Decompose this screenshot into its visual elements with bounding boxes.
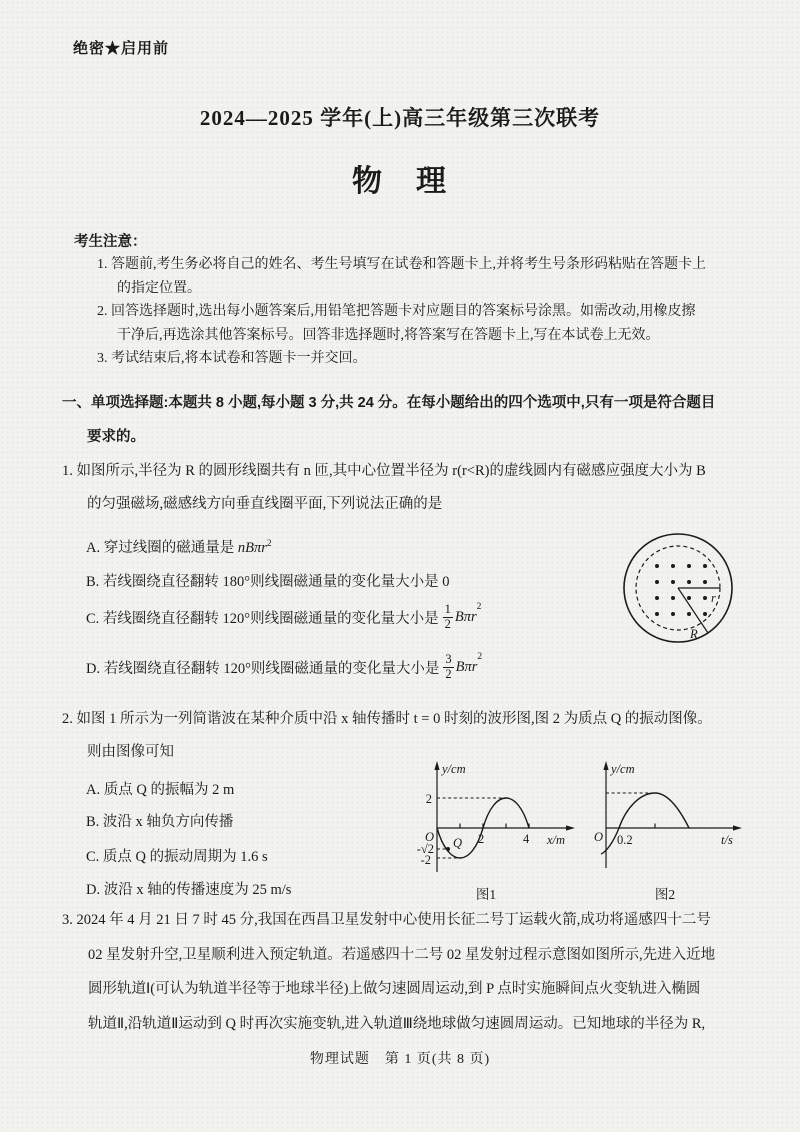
q2-option-b: B. 波沿 x 轴负方向传播 (86, 814, 234, 830)
question-1-line: 1. 如图所示,半径为 R 的圆形线圈共有 n 匝,其中心位置半径为 r(r<R)的虚线圆内有磁感应强度大小为 B (62, 463, 706, 479)
section-heading-line: 要求的。 (87, 429, 145, 445)
notice-line: 干净后,再选涂其他答案标号。回答非选择题时,将答案写在答题卡上,写在本试卷上无效。 (117, 327, 660, 343)
t-tick-02: 0.2 (617, 833, 633, 847)
formula-exponent: 2 (477, 652, 483, 662)
y-axis-arrow (603, 761, 608, 770)
formula-base: Bπr (454, 608, 477, 625)
radius-R-label: R (690, 627, 698, 641)
y-tick-neg-sqrt2: -√2 (416, 842, 434, 856)
section-heading-line: 一、单项选择题:本题共 8 小题,每小题 3 分,共 24 分。在每小题给出的四个选项中,只有一项是符合题目 (62, 395, 716, 411)
question-3-line: 轨道Ⅱ,沿轨道Ⅱ运动到 Q 时再次实施变轨,进入轨道Ⅲ绕地球做匀速圆周运动。已知地球的半径为 R, (88, 1015, 706, 1032)
y-axis-label: y/cm (442, 762, 466, 776)
fraction (443, 603, 453, 631)
y-tick-neg2: -2 (420, 853, 431, 867)
exam-title: 2024—2025 学年(上)高三年级第三次联考 (199, 106, 601, 130)
fraction-numerator: 3 (445, 652, 452, 666)
subject-title: 物 理 (352, 165, 448, 198)
q1-option-b (86, 570, 449, 591)
origin-label: O (425, 830, 435, 844)
question-1-stem (62, 455, 706, 521)
fraction-numerator: 1 (444, 602, 451, 616)
notice-line: 2. 回答选择题时,选出每小题答案后,用铅笔把答题卡对应题目的答案标号涂黑。如需改动,用橡皮擦 (97, 304, 696, 319)
q1-coil-figure (620, 522, 752, 658)
notice-list (97, 253, 706, 371)
q1-option-d (86, 649, 482, 685)
figure-2-caption: 图2 (654, 887, 676, 902)
vibration-curve (601, 793, 689, 854)
fraction-denominator: 2 (445, 666, 452, 681)
notice-line: 1. 答题前,考生务必将自己的姓名、考生号填写在试卷和答题卡上,并将考生号条形码粘贴在答题卡上 (97, 257, 706, 272)
question-3-stem (62, 903, 715, 1041)
page-footer: 物理试题 第 1 页(共 8 页) (309, 1052, 491, 1067)
x-tick-4: 4 (523, 832, 530, 846)
formula-base: Bπr (455, 658, 478, 675)
notice-line: 的指定位置。 (117, 280, 201, 296)
question-2-line: 则由图像可知 (87, 744, 174, 760)
x-tick-2: 2 (478, 832, 485, 846)
formula-base: nBπr (237, 540, 267, 556)
formula-exponent: 2 (266, 539, 272, 550)
point-q-label: Q (453, 836, 463, 850)
t-axis-label: t/s (721, 833, 733, 847)
option-text: C. 若线圈绕直径翻转 120°则线圈磁通量的变化量大小是 (86, 610, 439, 627)
fraction (443, 653, 453, 681)
notice-heading: 考生注意： (74, 234, 147, 250)
radius-r-label: r (711, 591, 716, 605)
q1-option-a (86, 536, 272, 557)
q2-option-c: C. 质点 Q 的振动周期为 1.6 s (86, 849, 268, 865)
q2-option-d: D. 波沿 x 轴的传播速度为 25 m/s (86, 882, 292, 898)
option-text: B. 若线圈绕直径翻转 180°则线圈磁通量的变化量大小是 0 (86, 574, 450, 590)
notice-line: 3. 考试结束后,将本试卷和答题卡一并交回。 (97, 351, 367, 366)
y-tick-pos2: 2 (425, 792, 432, 806)
origin-label: O (594, 830, 604, 844)
figure-1-wave-graph (398, 756, 588, 904)
section-heading (62, 386, 715, 454)
x-axis-label: x/m (547, 833, 566, 847)
question-3-line: 圆形轨道Ⅰ(可认为轨道半径等于地球半径)上做匀速圆周运动,到 P 点时实施瞬间点火变轨进入椭圆 (88, 981, 701, 997)
option-text: A. 穿过线圈的磁通量是 (86, 540, 238, 556)
q1-option-c (86, 599, 481, 635)
y-axis-arrow (434, 761, 439, 770)
question-2-line: 2. 如图 1 所示为一列简谐波在某种介质中沿 x 轴传播时 t = 0 时刻的波形图,图 2 为质点 Q 的振动图像。 (62, 711, 712, 727)
point-q-dot (446, 847, 450, 851)
fraction-denominator: 2 (444, 616, 451, 631)
x-axis-arrow (566, 825, 575, 830)
formula-exponent: 2 (476, 602, 482, 612)
question-3-line: 3. 2024 年 4 月 21 日 7 时 45 分,我国在西昌卫星发射中心使用长征二号丁运载火箭,成功将遥感四十二号 (62, 912, 711, 928)
t-axis-arrow (733, 825, 742, 830)
question-1-line: 的匀强磁场,磁感线方向垂直线圈平面,下列说法正确的是 (87, 496, 443, 512)
figure-2-vibration-graph (585, 756, 760, 904)
y-axis-label: y/cm (611, 762, 635, 776)
option-text: D. 若线圈绕直径翻转 120°则线圈磁通量的变化量大小是 (86, 660, 440, 677)
question-3-line: 02 星发射升空,卫星顺利进入预定轨道。若遥感四十二号 02 星发射过程示意图如图所示,先进入近地 (88, 946, 716, 963)
figure-1-caption: 图1 (475, 887, 497, 902)
field-dots (655, 564, 707, 616)
classification-label: 绝密★启用前 (73, 40, 170, 57)
q2-option-a: A. 质点 Q 的振幅为 2 m (86, 782, 235, 798)
